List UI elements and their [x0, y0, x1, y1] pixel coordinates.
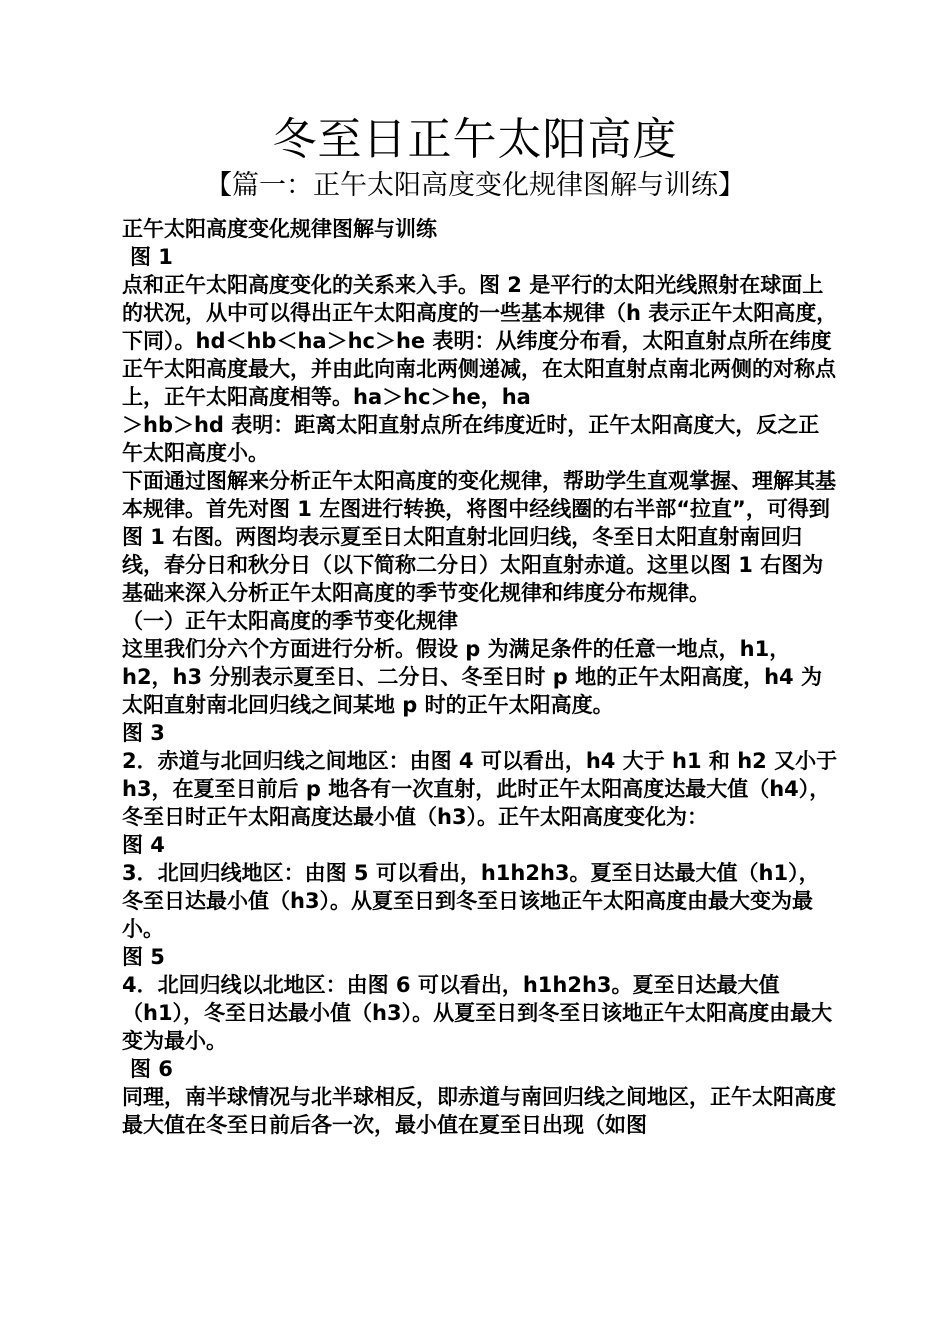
document-subtitle: 【篇一：正午太阳高度变化规律图解与训练】 — [205, 170, 745, 201]
paragraph: 3．北回归线地区：由图 5 可以看出，h1h2h3。夏至日达最大值（h1），冬至日达最小值（h3）。从夏至日到冬至日该地正午太阳高度由最大变为最小。 — [122, 861, 820, 941]
paragraph: 这里我们分六个方面进行分析。假设 p 为满足条件的任意一地点，h1，h2，h3 分别表示夏至日、二分日、冬至日时 p 地的正午太阳高度，h4 为太阳直射南北回归线之间某地 p 时的正午太阳高度。 — [122, 637, 822, 717]
paragraph: 同理，南半球情况与北半球相反，即赤道与南回归线之间地区，正午太阳高度最大值在冬至日前后各一次，最小值在夏至日出现（如图 — [122, 1085, 836, 1137]
figure-caption: 图 6 — [130, 1057, 173, 1081]
section-heading: （一）正午太阳高度的季节变化规律 — [122, 609, 458, 633]
paragraph: 点和正午太阳高度变化的关系来入手。图 2 是平行的太阳光线照射在球面上的状况，从中可以得出正午太阳高度的一些基本规律（h 表示正午太阳高度，下同）。hd＜hb＜ha＞hc＞he 表明：从纬度分布看，太阳直射点所在纬度正午太阳高度最大，并由此向南北两侧递减，在太阳直射点南北两侧的对称点上，正午太阳高度相等。ha＞hc＞he，ha — [122, 273, 838, 409]
document-body — [116, 215, 840, 1139]
paragraph: 4．北回归线以北地区：由图 6 可以看出，h1h2h3。夏至日达最大值（h1），冬至日达最小值（h3）。从夏至日到冬至日该地正午太阳高度由最大变为最小。 — [122, 973, 833, 1053]
document-title: 冬至日正午太阳高度 — [272, 114, 678, 165]
paragraph: 2．赤道与北回归线之间地区：由图 4 可以看出，h4 大于 h1 和 h2 又小于 h3，在夏至日前后 p 地各有一次直射，此时正午太阳高度达最大值（h4），冬至日时正午太阳高度达最小值（h3）。正午太阳高度变化为： — [122, 749, 838, 829]
figure-caption: 图 1 — [130, 245, 173, 269]
figure-caption: 图 5 — [122, 945, 165, 969]
figure-caption: 图 3 — [122, 721, 165, 745]
paragraph: 下面通过图解来分析正午太阳高度的变化规律，帮助学生直观掌握、理解其基本规律。首先对图 1 左图进行转换，将图中经线圈的右半部“拉直”，可得到图 1 右图。两图均表示夏至日太阳直射北回归线，冬至日太阳直射南回归线，春分日和秋分日（以下简称二分日）太阳直射赤道。这里以图 1 右图为基础来深入分析正午太阳高度的季节变化规律和纬度分布规律。 — [122, 469, 836, 605]
paragraph: ＞hb＞hd 表明：距离太阳直射点所在纬度近时，正午太阳高度大，反之正午太阳高度小。 — [122, 413, 820, 465]
section-heading: 正午太阳高度变化规律图解与训练 — [122, 217, 437, 241]
figure-caption: 图 4 — [122, 833, 165, 857]
